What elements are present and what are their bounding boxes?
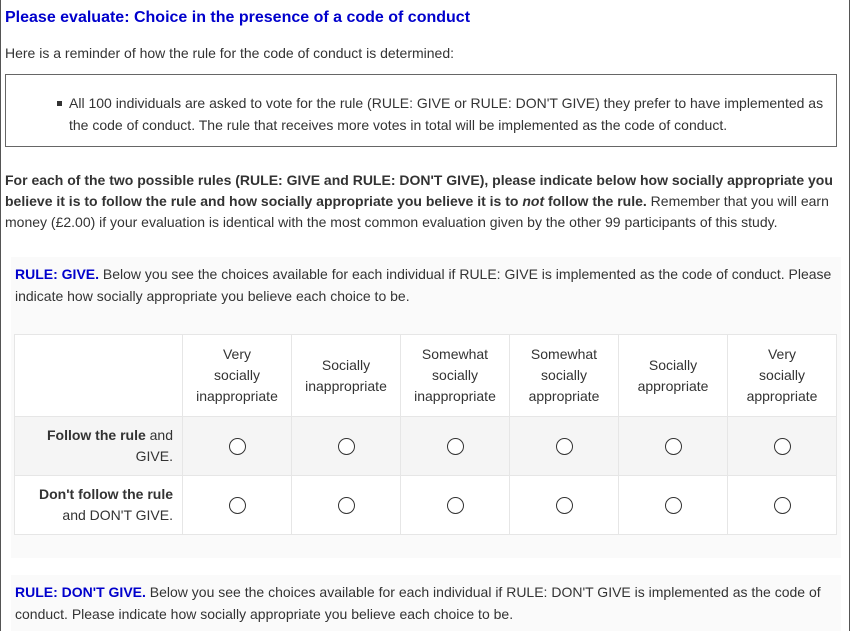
- radio-dont-follow-somewhat-inappropriate[interactable]: [447, 497, 464, 514]
- radio-follow-somewhat-appropriate[interactable]: [556, 438, 573, 455]
- matrix-row-dont-follow-rule: [15, 476, 837, 535]
- instructions-normal: Remember that you will earn money (£2.00) if your evaluation is identical with the most common evaluation given by the other 99 participants of this study.: [5, 193, 829, 230]
- instructions-bold-italic: not: [522, 193, 545, 209]
- column-header-line: appropriate: [528, 388, 600, 404]
- column-header-line: socially: [759, 367, 805, 383]
- matrix-corner-cell: [15, 335, 183, 417]
- column-header-line: Very: [767, 346, 796, 362]
- reminder-text: All 100 individuals are asked to vote for the rule (RULE: GIVE or RULE: DON'T GIVE) they prefer to have implemented as the code of conduct. The rule that receives more votes in total will be implemented as the code of conduct.: [69, 95, 824, 133]
- radio-dont-follow-very-appropriate[interactable]: [774, 497, 791, 514]
- radio-dont-follow-appropriate[interactable]: [665, 497, 682, 514]
- column-header-line: socially: [541, 367, 587, 383]
- radio-cell: [183, 417, 292, 476]
- column-header: [510, 335, 619, 417]
- column-header: [619, 335, 728, 417]
- reminder-box: [5, 74, 837, 147]
- rule-give-description: Below you see the choices available for each individual if RULE: GIVE is implemented as the code of conduct. Please indicate how socially appropriate you believe each choice to be.: [15, 266, 832, 304]
- radio-cell: [401, 476, 510, 535]
- column-header-line: inappropriate: [414, 388, 496, 404]
- radio-follow-somewhat-inappropriate[interactable]: [447, 438, 464, 455]
- radio-dont-follow-very-inappropriate[interactable]: [229, 497, 246, 514]
- section-rule-give-header: [11, 257, 841, 307]
- radio-cell: [292, 476, 401, 535]
- row-label: [15, 476, 183, 535]
- intro-text: Here is a reminder of how the rule for the code of conduct is determined:: [5, 45, 455, 61]
- radio-cell: [183, 476, 292, 535]
- radio-follow-very-appropriate[interactable]: [774, 438, 791, 455]
- section-rule-dont-give-header: [11, 575, 841, 625]
- column-header: [183, 335, 292, 417]
- radio-cell: [510, 417, 619, 476]
- radio-cell: [728, 476, 837, 535]
- column-header-line: Very: [222, 346, 251, 362]
- radio-cell: [619, 417, 728, 476]
- rule-give-label: RULE: GIVE.: [15, 266, 100, 282]
- rule-dont-give-label: RULE: DON'T GIVE.: [15, 584, 146, 600]
- radio-follow-appropriate[interactable]: [665, 438, 682, 455]
- page-title: Please evaluate: Choice in the presence of a code of conduct: [5, 9, 471, 26]
- row-label-bold: Don't follow the rule: [39, 486, 173, 502]
- radio-cell: [401, 417, 510, 476]
- row-label-normal: and GIVE.: [135, 427, 173, 464]
- radio-cell: [510, 476, 619, 535]
- section-rule-dont-give: [11, 575, 841, 631]
- radio-follow-inappropriate[interactable]: [338, 438, 355, 455]
- column-header-line: appropriate: [746, 388, 818, 404]
- rule-dont-give-description: Below you see the choices available for each individual if RULE: DON'T GIVE is implemented as the code of conduct. Please indicate how socially appropriate you believe each choice to be.: [15, 584, 821, 622]
- radio-dont-follow-somewhat-appropriate[interactable]: [556, 497, 573, 514]
- radio-cell: [292, 417, 401, 476]
- column-header: [292, 335, 401, 417]
- matrix-row-follow-rule: [15, 417, 837, 476]
- row-label: [15, 417, 183, 476]
- column-header-line: inappropriate: [305, 377, 387, 394]
- column-header: [728, 335, 837, 417]
- row-label-normal: and DON'T GIVE.: [62, 507, 173, 523]
- instructions-bold-1: For each of the two possible rules (RULE: GIVE and RULE: DON'T GIVE), please indicate below how socially appropriate you believe it is to follow the rule and how socially appropriate you believe it is to: [5, 172, 833, 209]
- bullet-icon: [57, 101, 62, 106]
- column-header: [401, 335, 510, 417]
- column-header-line: appropriate: [637, 377, 709, 394]
- instructions-bold-2: follow the rule.: [544, 193, 647, 209]
- column-header-line: socially: [432, 367, 478, 383]
- reminder-list-item: [57, 92, 832, 136]
- column-header-line: Socially: [648, 356, 698, 373]
- column-header-line: inappropriate: [196, 388, 278, 404]
- column-header-line: socially: [214, 367, 260, 383]
- appropriateness-matrix: [14, 334, 837, 535]
- radio-cell: [619, 476, 728, 535]
- radio-cell: [728, 417, 837, 476]
- column-header-line: Somewhat: [421, 346, 489, 362]
- matrix-header-row: [15, 335, 837, 417]
- column-header-line: Somewhat: [530, 346, 598, 362]
- radio-follow-very-inappropriate[interactable]: [229, 438, 246, 455]
- column-header-line: Socially: [321, 356, 371, 373]
- radio-dont-follow-inappropriate[interactable]: [338, 497, 355, 514]
- instructions-text: [5, 170, 847, 233]
- row-label-bold: Follow the rule: [46, 427, 146, 443]
